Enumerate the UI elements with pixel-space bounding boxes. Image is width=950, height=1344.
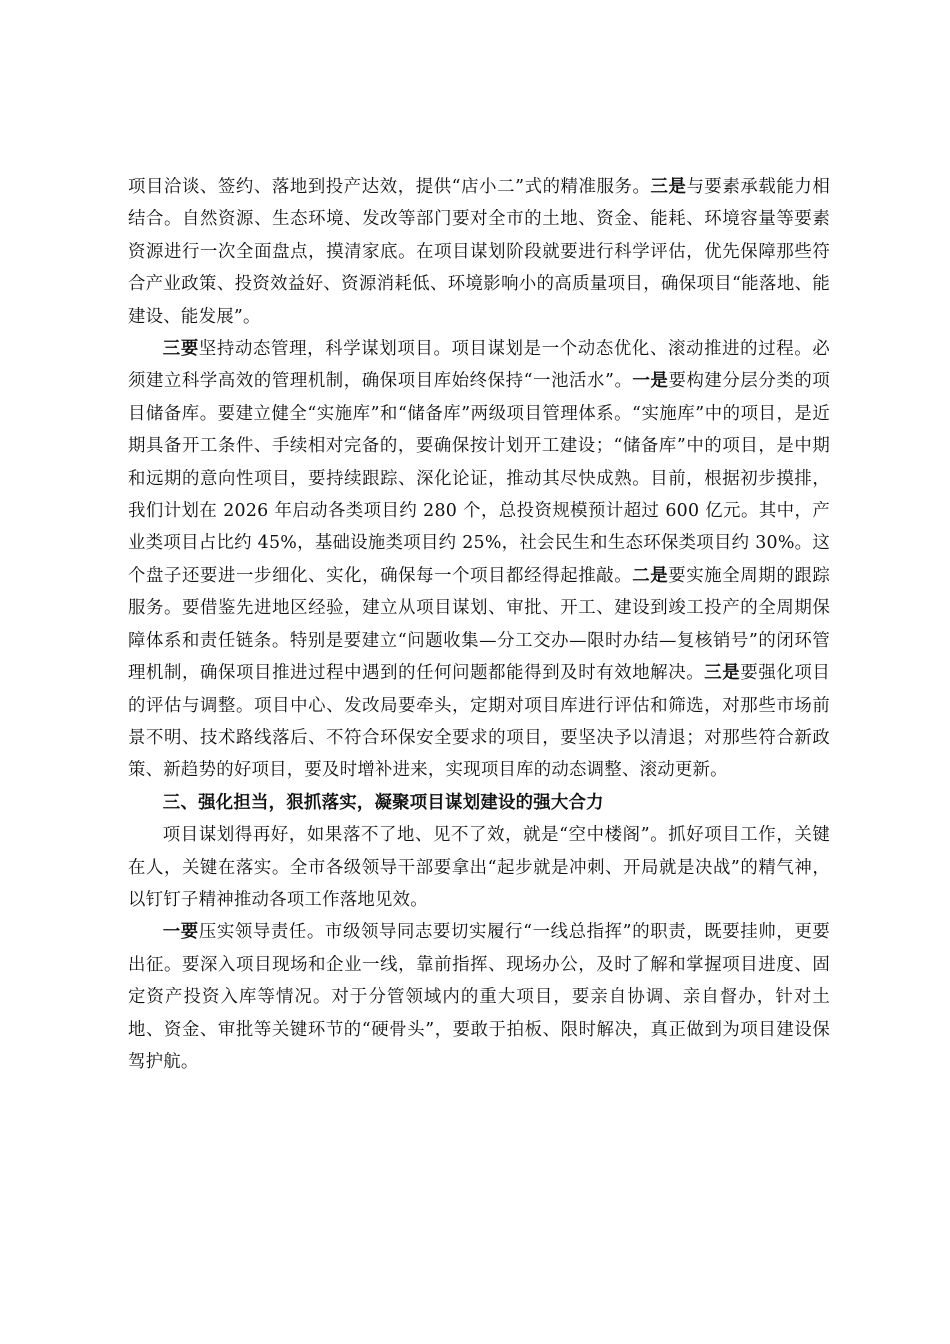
bold-lead: 三要: [162, 339, 199, 360]
bold-lead: 三是: [650, 177, 687, 197]
paragraph-text: 要构建分层分类的项目储备库。要建立健全“实施库”和“储备库”两级项目管理体系。“实施库”中的项目，是近期具备开工条件、手续相对完备的，要确保按计划开工建设；“储备库”中的项目，是中期和远期的意向性项目，要持续跟踪、深化论证，推动其尽快成熟。目前，根据初步摸排，我们计划在 2026 年启动各类项目约 280 个，总投资规模预计超过 600 亿元。其中，产业类项目占比约 45%，基础设施类项目约 25%，社会民生和生态环保类项目约 30%。这个盘子还要进一步细化、实化，确保每一个项目都经得起推敲。: [128, 371, 830, 586]
paragraph-text: 与要素承载能力相结合。自然资源、生态环境、发改等部门要对全市的土地、资金、能耗、环境容量等要素资源进行一次全面盘点，摸清家底。在项目谋划阶段就要进行科学评估，优先保障那些符合产业政策、投资效益好、资源消耗低、环境影响小的高质量项目，确保项目“能落地、能建设、能发展”。: [128, 177, 830, 327]
section-heading: 三、强化担当，狠抓落实，凝聚项目谋划建设的强大合力: [162, 792, 604, 813]
bold-lead: 一要: [162, 922, 199, 943]
paragraph-san-yao: [128, 333, 830, 787]
paragraph-text: 坚持动态管理，科学谋划项目。项目谋划是一个动态优化、滚动推进的过程。必须建立科学高效的管理机制，确保项目库始终保持“一池活水”。: [128, 339, 830, 392]
paragraph-text: 项目洽谈、签约、落地到投产达效，提供“店小二”式的精准服务。: [128, 177, 651, 197]
paragraph-text: 压实领导责任。市级领导同志要切实履行“一线总指挥”的职责，既要挂帅，更要出征。要深入项目现场和企业一线，靠前指挥、现场办公，及时了解和掌握项目进度、固定资产投资入库等情况。对于分管领域内的重大项目，要亲自协调、亲自督办，针对土地、资金、审批等关键环节的“硬骨头”，要敢于拍板、限时解决，真正做到为项目建设保驾护航。: [128, 922, 830, 1072]
paragraph-intro: 项目谋划得再好，如果落不了地、见不了效，就是“空中楼阁”。抓好项目工作，关键在人，关键在落实。全市各级领导干部要拿出“起步就是冲刺、开局就是决战”的精气神，以钉钉子精神推动各项工作落地见效。: [128, 825, 830, 910]
bold-lead: 三是: [704, 663, 741, 684]
paragraph-text: 要实施全周期的跟踪服务。要借鉴先进地区经验，建立从项目谋划、审批、开工、建设到竣工投产的全周期保障体系和责任链条。特别是要建立“问题收集—分工交办—限时办结—复核销号”的闭环管理机制，确保项目推进过程中遇到的任何问题都能得到及时有效地解决。: [128, 565, 830, 684]
paragraph-continued: [128, 171, 830, 333]
paragraph-text: 要强化项目的评估与调整。项目中心、发改局要牵头，定期对项目库进行评估和筛选，对那些市场前景不明、技术路线落后、不符合环保安全要求的项目，要坚决予以清退；对那些符合新政策、新趋势的好项目，要及时增补进来，实现项目库的动态调整、滚动更新。: [128, 663, 830, 781]
bold-lead: 一是: [632, 371, 669, 392]
document-body: [128, 171, 830, 1078]
bold-lead: 二是: [632, 565, 669, 586]
paragraph-yi-yao: [128, 916, 830, 1078]
